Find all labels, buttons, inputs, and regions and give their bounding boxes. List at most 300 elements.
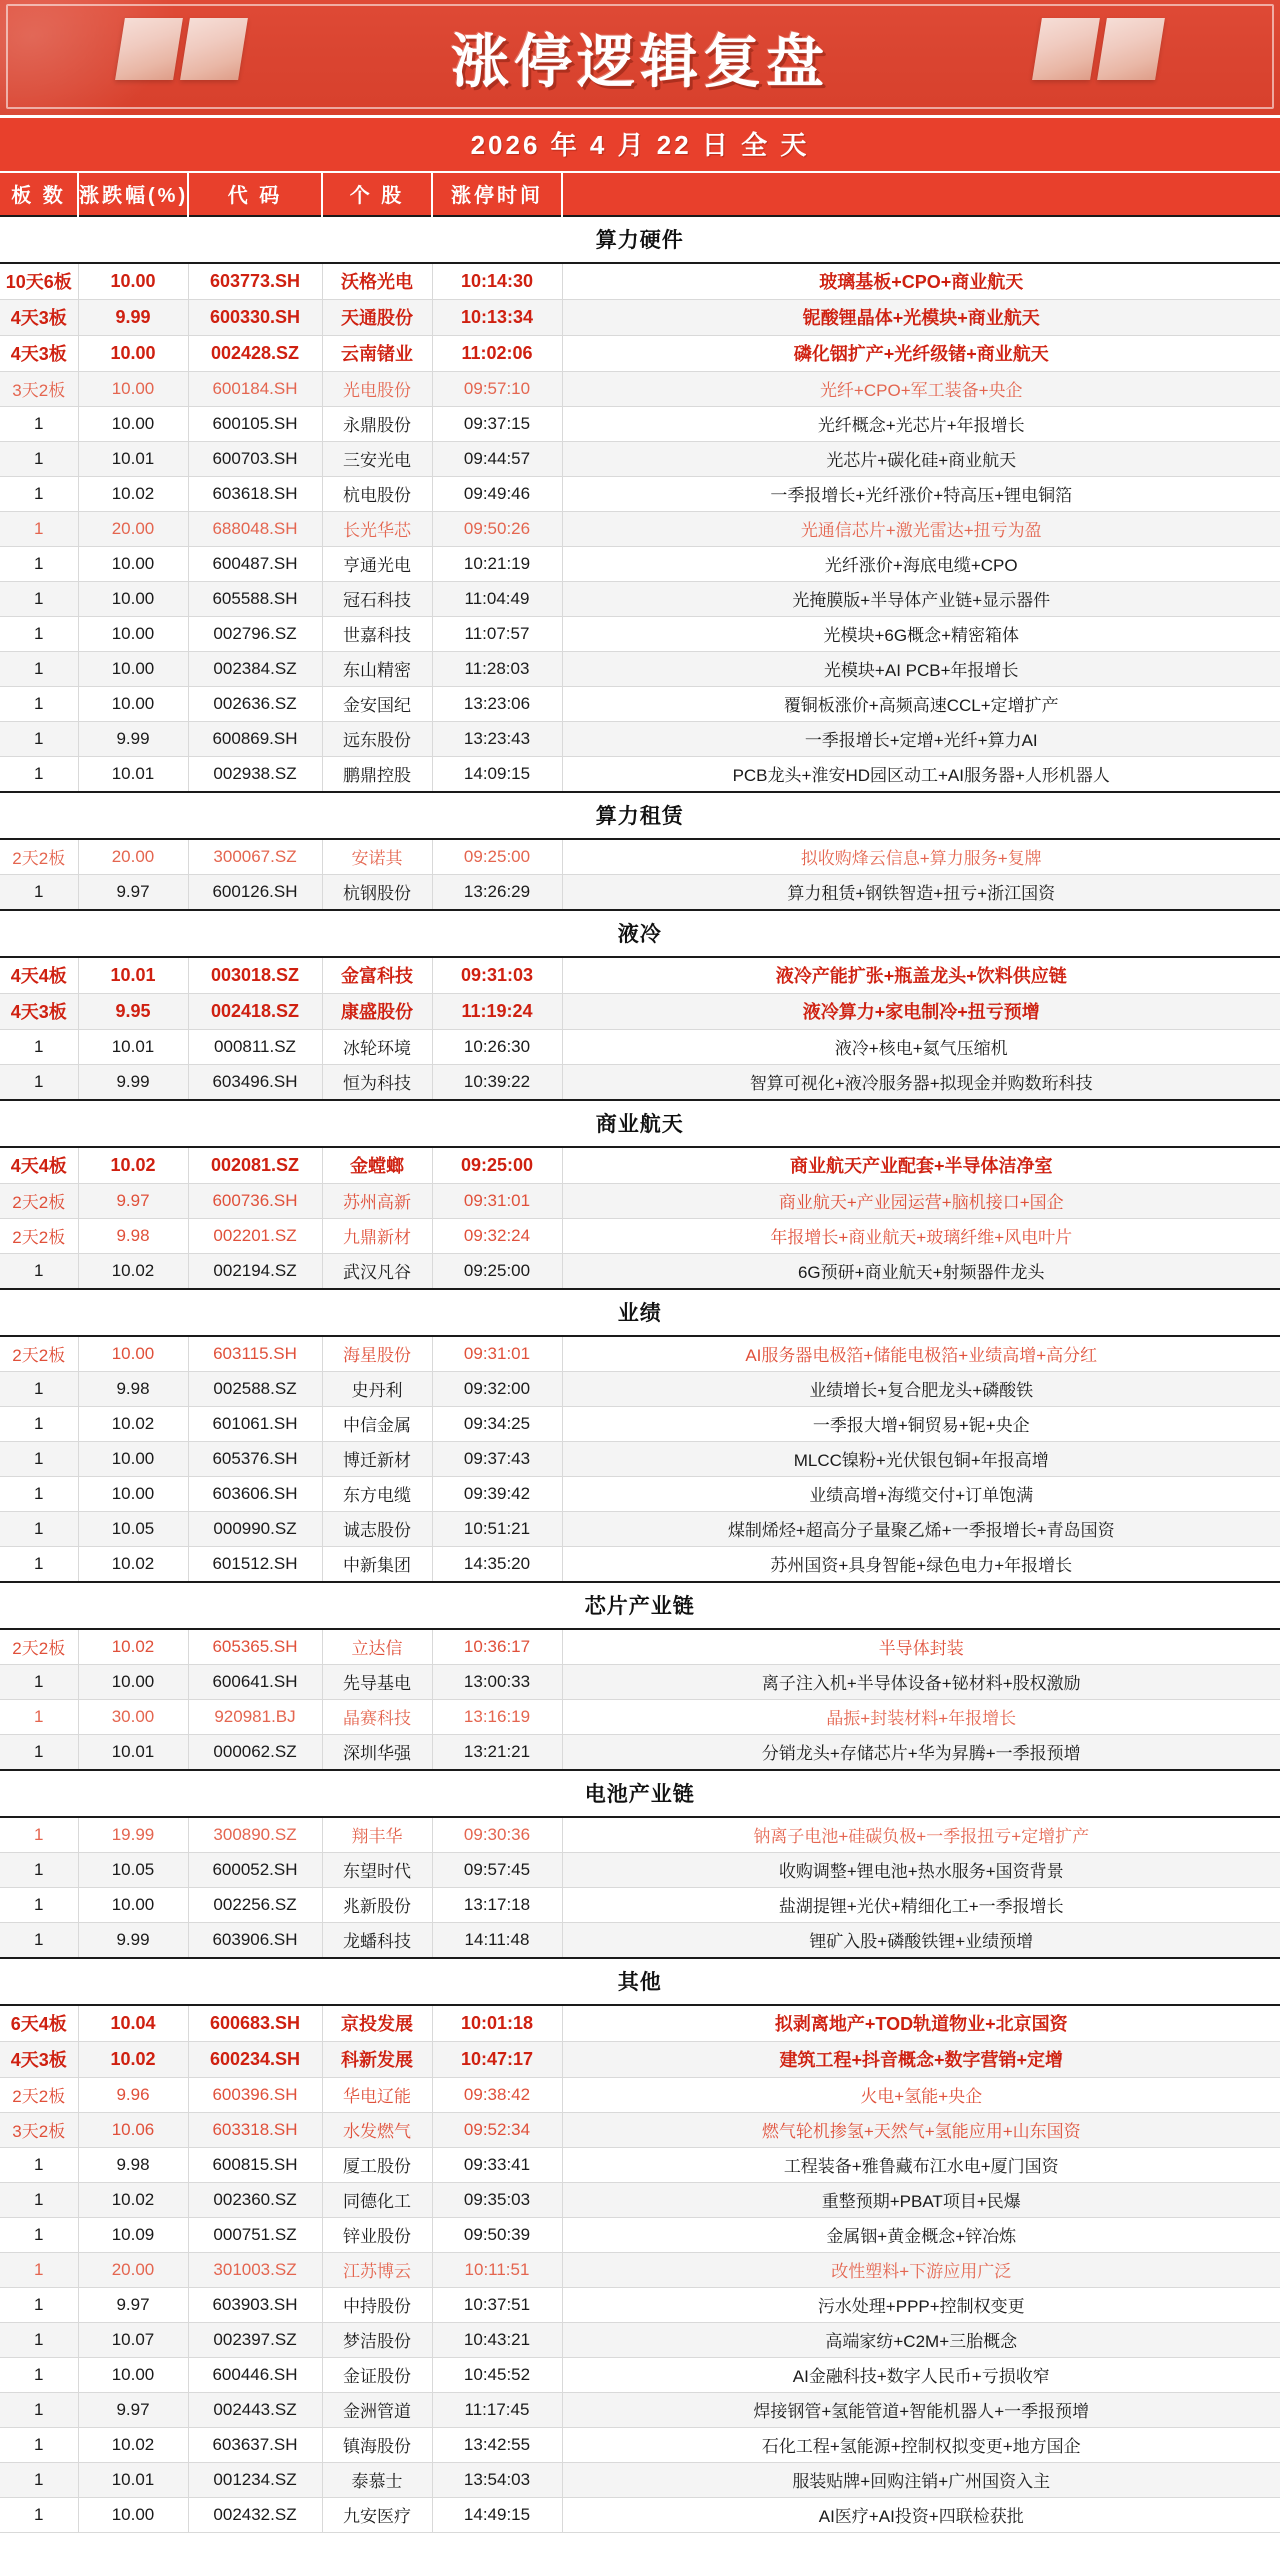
table-row[interactable]	[0, 2218, 1280, 2253]
table-row[interactable]	[0, 687, 1280, 722]
cell-name: 永鼎股份	[322, 407, 432, 442]
cell-tags: 一季报大增+铜贸易+铌+央企	[562, 1407, 1280, 1442]
cell-pct: 9.99	[78, 300, 188, 336]
cell-time: 10:01:18	[432, 2005, 562, 2042]
cell-board: 1	[0, 2323, 78, 2358]
cell-tags: 拟收购烽云信息+算力服务+复牌	[562, 839, 1280, 875]
cell-board: 1	[0, 1512, 78, 1547]
cell-tags: 高端家纺+C2M+三胎概念	[562, 2323, 1280, 2358]
cell-name: 金安国纪	[322, 687, 432, 722]
cell-board: 3天2板	[0, 372, 78, 407]
table-row[interactable]	[0, 1853, 1280, 1888]
table-row[interactable]	[0, 1184, 1280, 1219]
cell-tags: 晶振+封装材料+年报增长	[562, 1700, 1280, 1735]
column-header-name: 个 股	[322, 173, 432, 216]
cell-time: 09:57:10	[432, 372, 562, 407]
cell-board: 2天2板	[0, 1336, 78, 1372]
table-row[interactable]	[0, 2288, 1280, 2323]
cell-tags: 离子注入机+半导体设备+铋材料+股权激励	[562, 1665, 1280, 1700]
table-row[interactable]	[0, 652, 1280, 687]
cell-board: 1	[0, 1735, 78, 1771]
cell-name: 科新发展	[322, 2042, 432, 2078]
cell-pct: 9.99	[78, 1065, 188, 1101]
cell-board: 1	[0, 687, 78, 722]
cell-code: 002081.SZ	[188, 1147, 322, 1184]
cell-tags: AI服务器电极箔+储能电极箔+业绩高增+高分红	[562, 1336, 1280, 1372]
cell-tags: MLCC镍粉+光伏银包铜+年报高增	[562, 1442, 1280, 1477]
column-header-tags	[562, 173, 1280, 216]
cell-time: 11:19:24	[432, 994, 562, 1030]
cell-time: 09:30:36	[432, 1817, 562, 1853]
cell-tags: 拟剥离地产+TOD轨道物业+北京国资	[562, 2005, 1280, 2042]
cell-tags: 玻璃基板+CPO+商业航天	[562, 263, 1280, 300]
cell-pct: 10.00	[78, 1665, 188, 1700]
section-header-row	[0, 1289, 1280, 1336]
table-row[interactable]	[0, 2183, 1280, 2218]
cell-time: 09:25:00	[432, 1254, 562, 1290]
cell-code: 600487.SH	[188, 547, 322, 582]
section-header-row	[0, 792, 1280, 839]
cell-pct: 10.00	[78, 582, 188, 617]
table-row[interactable]	[0, 2253, 1280, 2288]
cell-pct: 9.98	[78, 1372, 188, 1407]
cell-code: 603115.SH	[188, 1336, 322, 1372]
cell-time: 10:45:52	[432, 2358, 562, 2393]
banner	[0, 0, 1280, 118]
cell-tags: 改性塑料+下游应用广泛	[562, 2253, 1280, 2288]
cell-time: 09:32:24	[432, 1219, 562, 1254]
cell-code: 603618.SH	[188, 477, 322, 512]
cell-board: 1	[0, 1665, 78, 1700]
table-row[interactable]	[0, 2498, 1280, 2533]
table-row[interactable]	[0, 2358, 1280, 2393]
table-row[interactable]	[0, 582, 1280, 617]
cell-time: 10:11:51	[432, 2253, 562, 2288]
table-row[interactable]	[0, 1512, 1280, 1547]
column-header-pct: 涨跌幅(%)	[78, 173, 188, 216]
cell-pct: 10.00	[78, 617, 188, 652]
cell-pct: 10.02	[78, 2042, 188, 2078]
cell-tags: 光纤+CPO+军工装备+央企	[562, 372, 1280, 407]
section-header-row	[0, 1100, 1280, 1147]
cell-board: 2天2板	[0, 1184, 78, 1219]
cell-code: 600105.SH	[188, 407, 322, 442]
table-row[interactable]	[0, 1735, 1280, 1771]
table-row[interactable]	[0, 1477, 1280, 1512]
cell-tags: 光掩膜版+半导体产业链+显示器件	[562, 582, 1280, 617]
cell-name: 亨通光电	[322, 547, 432, 582]
cell-tags: 光纤涨价+海底电缆+CPO	[562, 547, 1280, 582]
cell-time: 14:35:20	[432, 1547, 562, 1583]
cell-code: 600234.SH	[188, 2042, 322, 2078]
table-row[interactable]	[0, 1817, 1280, 1853]
cell-name: 海星股份	[322, 1336, 432, 1372]
cell-board: 1	[0, 2358, 78, 2393]
cell-board: 1	[0, 2463, 78, 2498]
table-row[interactable]	[0, 512, 1280, 547]
cell-tags: 液冷+核电+氦气压缩机	[562, 1030, 1280, 1065]
table-row[interactable]	[0, 1030, 1280, 1065]
cell-name: 东方电缆	[322, 1477, 432, 1512]
cell-pct: 10.00	[78, 1477, 188, 1512]
section-header-row	[0, 1958, 1280, 2005]
cell-tags: 苏州国资+具身智能+绿色电力+年报增长	[562, 1547, 1280, 1583]
cell-name: 九鼎新材	[322, 1219, 432, 1254]
cell-tags: 算力租赁+钢铁智造+扭亏+浙江国资	[562, 875, 1280, 911]
cell-name: 同德化工	[322, 2183, 432, 2218]
cell-pct: 10.00	[78, 372, 188, 407]
cell-name: 冰轮环境	[322, 1030, 432, 1065]
cell-time: 13:00:33	[432, 1665, 562, 1700]
section-header-row	[0, 910, 1280, 957]
cell-time: 09:50:39	[432, 2218, 562, 2253]
cell-tags: 光模块+AI PCB+年报增长	[562, 652, 1280, 687]
cell-time: 09:38:42	[432, 2078, 562, 2113]
cell-pct: 9.95	[78, 994, 188, 1030]
cell-name: 安诺其	[322, 839, 432, 875]
cell-name: 史丹利	[322, 1372, 432, 1407]
cell-time: 09:37:15	[432, 407, 562, 442]
cell-name: 金螳螂	[322, 1147, 432, 1184]
cell-code: 603318.SH	[188, 2113, 322, 2148]
cell-tags: 石化工程+氢能源+控制权拟变更+地方国企	[562, 2428, 1280, 2463]
cell-name: 翔丰华	[322, 1817, 432, 1853]
section-title: 芯片产业链	[0, 1582, 1280, 1629]
cell-pct: 9.97	[78, 2393, 188, 2428]
cell-name: 中信金属	[322, 1407, 432, 1442]
cell-name: 东山精密	[322, 652, 432, 687]
table-row[interactable]	[0, 2042, 1280, 2078]
cell-code: 600736.SH	[188, 1184, 322, 1219]
cell-board: 1	[0, 757, 78, 793]
cell-pct: 20.00	[78, 2253, 188, 2288]
cell-board: 2天2板	[0, 2078, 78, 2113]
cell-tags: 光芯片+碳化硅+商业航天	[562, 442, 1280, 477]
table-row[interactable]	[0, 1147, 1280, 1184]
column-header-code: 代 码	[188, 173, 322, 216]
cell-pct: 9.96	[78, 2078, 188, 2113]
cell-pct: 10.00	[78, 2498, 188, 2533]
table-row[interactable]	[0, 1888, 1280, 1923]
table-row[interactable]	[0, 2463, 1280, 2498]
cell-time: 09:49:46	[432, 477, 562, 512]
cell-pct: 10.00	[78, 1888, 188, 1923]
cell-code: 003018.SZ	[188, 957, 322, 994]
cell-tags: 液冷产能扩张+瓶盖龙头+饮料供应链	[562, 957, 1280, 994]
limit-up-table	[0, 173, 1280, 2533]
cell-code: 600126.SH	[188, 875, 322, 911]
cell-name: 天通股份	[322, 300, 432, 336]
section-title: 业绩	[0, 1289, 1280, 1336]
cell-tags: 污水处理+PPP+控制权变更	[562, 2288, 1280, 2323]
cell-pct: 10.02	[78, 1629, 188, 1665]
cell-pct: 10.02	[78, 477, 188, 512]
cell-board: 3天2板	[0, 2113, 78, 2148]
table-row[interactable]	[0, 1372, 1280, 1407]
table-row[interactable]	[0, 1442, 1280, 1477]
cell-tags: 燃气轮机掺氢+天然气+氢能应用+山东国资	[562, 2113, 1280, 2148]
cell-pct: 10.02	[78, 2183, 188, 2218]
table-row[interactable]	[0, 336, 1280, 372]
cell-name: 中持股份	[322, 2288, 432, 2323]
table-row[interactable]	[0, 1219, 1280, 1254]
cell-pct: 9.98	[78, 2148, 188, 2183]
cell-time: 14:09:15	[432, 757, 562, 793]
table-row[interactable]	[0, 2148, 1280, 2183]
cell-tags: 覆铜板涨价+高频高速CCL+定增扩产	[562, 687, 1280, 722]
cell-name: 金证股份	[322, 2358, 432, 2393]
cell-code: 605365.SH	[188, 1629, 322, 1665]
cell-name: 江苏博云	[322, 2253, 432, 2288]
table-row[interactable]	[0, 372, 1280, 407]
cell-code: 000811.SZ	[188, 1030, 322, 1065]
cell-board: 1	[0, 2498, 78, 2533]
cell-time: 10:51:21	[432, 1512, 562, 1547]
table-row[interactable]	[0, 1923, 1280, 1959]
cell-tags: 铌酸锂晶体+光模块+商业航天	[562, 300, 1280, 336]
cell-pct: 10.02	[78, 1147, 188, 1184]
cell-code: 002938.SZ	[188, 757, 322, 793]
footer-watermark	[0, 2533, 1280, 2553]
table-row[interactable]	[0, 263, 1280, 300]
cell-tags: 磷化铟扩产+光纤级锗+商业航天	[562, 336, 1280, 372]
cell-board: 1	[0, 1442, 78, 1477]
cell-board: 4天3板	[0, 300, 78, 336]
cell-pct: 10.06	[78, 2113, 188, 2148]
cell-tags: 业绩高增+海缆交付+订单饱满	[562, 1477, 1280, 1512]
table-row[interactable]	[0, 1665, 1280, 1700]
cell-time: 10:37:51	[432, 2288, 562, 2323]
cell-board: 1	[0, 1065, 78, 1101]
cell-name: 华电辽能	[322, 2078, 432, 2113]
cell-board: 1	[0, 2428, 78, 2463]
cell-pct: 10.01	[78, 2463, 188, 2498]
table-row[interactable]	[0, 957, 1280, 994]
cell-name: 先导基电	[322, 1665, 432, 1700]
cell-name: 厦工股份	[322, 2148, 432, 2183]
table-row[interactable]	[0, 617, 1280, 652]
cell-tags: 一季报增长+光纤涨价+特高压+锂电铜箔	[562, 477, 1280, 512]
cell-tags: 业绩增长+复合肥龙头+磷酸铁	[562, 1372, 1280, 1407]
cell-code: 920981.BJ	[188, 1700, 322, 1735]
cell-pct: 10.09	[78, 2218, 188, 2253]
table-row[interactable]	[0, 547, 1280, 582]
cell-name: 水发燃气	[322, 2113, 432, 2148]
cell-tags: PCB龙头+淮安HD园区动工+AI服务器+人形机器人	[562, 757, 1280, 793]
cell-code: 002796.SZ	[188, 617, 322, 652]
cell-code: 002384.SZ	[188, 652, 322, 687]
cell-tags: 商业航天产业配套+半导体洁净室	[562, 1147, 1280, 1184]
table-row[interactable]	[0, 1547, 1280, 1583]
cell-tags: 煤制烯烃+超高分子量聚乙烯+一季报增长+青岛国资	[562, 1512, 1280, 1547]
section-title: 电池产业链	[0, 1770, 1280, 1817]
cell-name: 冠石科技	[322, 582, 432, 617]
cell-time: 13:23:06	[432, 687, 562, 722]
cell-name: 鹏鼎控股	[322, 757, 432, 793]
cell-pct: 20.00	[78, 512, 188, 547]
cell-time: 13:54:03	[432, 2463, 562, 2498]
cell-time: 11:04:49	[432, 582, 562, 617]
cell-board: 4天3板	[0, 2042, 78, 2078]
cell-time: 09:52:34	[432, 2113, 562, 2148]
cell-name: 东望时代	[322, 1853, 432, 1888]
cell-time: 11:02:06	[432, 336, 562, 372]
cell-pct: 10.00	[78, 336, 188, 372]
table-row[interactable]	[0, 407, 1280, 442]
section-title: 算力租赁	[0, 792, 1280, 839]
section-title: 液冷	[0, 910, 1280, 957]
cell-tags: 液冷算力+家电制冷+扭亏预增	[562, 994, 1280, 1030]
cell-time: 09:57:45	[432, 1853, 562, 1888]
cell-time: 09:31:01	[432, 1184, 562, 1219]
cell-code: 600396.SH	[188, 2078, 322, 2113]
cell-pct: 10.00	[78, 1336, 188, 1372]
cell-code: 300890.SZ	[188, 1817, 322, 1853]
column-header-time: 涨停时间	[432, 173, 562, 216]
cell-board: 1	[0, 1547, 78, 1583]
table-row[interactable]	[0, 2323, 1280, 2358]
cell-tags: 光模块+6G概念+精密箱体	[562, 617, 1280, 652]
cell-code: 000990.SZ	[188, 1512, 322, 1547]
cell-pct: 9.98	[78, 1219, 188, 1254]
cell-code: 603773.SH	[188, 263, 322, 300]
cell-time: 10:13:34	[432, 300, 562, 336]
cell-code: 601061.SH	[188, 1407, 322, 1442]
table-row[interactable]	[0, 300, 1280, 336]
cell-pct: 10.00	[78, 1442, 188, 1477]
cell-pct: 10.05	[78, 1512, 188, 1547]
table-row[interactable]	[0, 477, 1280, 512]
cell-pct: 10.02	[78, 2428, 188, 2463]
table-row[interactable]	[0, 1629, 1280, 1665]
table-row[interactable]	[0, 994, 1280, 1030]
cell-tags: 分销龙头+存储芯片+华为昇腾+一季报预增	[562, 1735, 1280, 1771]
cell-name: 晶赛科技	[322, 1700, 432, 1735]
cell-name: 诚志股份	[322, 1512, 432, 1547]
table-row[interactable]	[0, 1336, 1280, 1372]
cell-tags: 锂矿入股+磷酸铁锂+业绩预增	[562, 1923, 1280, 1959]
cell-time: 10:47:17	[432, 2042, 562, 2078]
cell-name: 锌业股份	[322, 2218, 432, 2253]
cell-name: 三安光电	[322, 442, 432, 477]
cell-name: 金富科技	[322, 957, 432, 994]
cell-board: 1	[0, 477, 78, 512]
cell-tags: 工程装备+雅鲁藏布江水电+厦门国资	[562, 2148, 1280, 2183]
cell-time: 09:44:57	[432, 442, 562, 477]
cell-code: 600184.SH	[188, 372, 322, 407]
cell-pct: 9.97	[78, 2288, 188, 2323]
table-row[interactable]	[0, 2078, 1280, 2113]
cell-code: 002428.SZ	[188, 336, 322, 372]
cell-code: 301003.SZ	[188, 2253, 322, 2288]
cell-time: 09:39:42	[432, 1477, 562, 1512]
table-row[interactable]	[0, 757, 1280, 793]
cell-board: 1	[0, 875, 78, 911]
cell-time: 13:16:19	[432, 1700, 562, 1735]
cell-tags: AI医疗+AI投资+四联检获批	[562, 2498, 1280, 2533]
cell-board: 1	[0, 442, 78, 477]
section-header-row	[0, 1582, 1280, 1629]
table-row[interactable]	[0, 1065, 1280, 1101]
cell-board: 6天4板	[0, 2005, 78, 2042]
cell-pct: 10.07	[78, 2323, 188, 2358]
cell-board: 1	[0, 1407, 78, 1442]
table-row[interactable]	[0, 2428, 1280, 2463]
cell-board: 1	[0, 617, 78, 652]
table-row[interactable]	[0, 2005, 1280, 2042]
cell-name: 金洲管道	[322, 2393, 432, 2428]
cell-tags: 火电+氢能+央企	[562, 2078, 1280, 2113]
cell-board: 1	[0, 1700, 78, 1735]
cell-name: 泰慕士	[322, 2463, 432, 2498]
cell-pct: 10.04	[78, 2005, 188, 2042]
column-header-board: 板 数	[0, 173, 78, 216]
cell-code: 600330.SH	[188, 300, 322, 336]
cell-time: 09:33:41	[432, 2148, 562, 2183]
cell-tags: AI金融科技+数字人民币+亏损收窄	[562, 2358, 1280, 2393]
cell-board: 10天6板	[0, 263, 78, 300]
cell-pct: 9.99	[78, 1923, 188, 1959]
cell-board: 1	[0, 2183, 78, 2218]
cell-pct: 10.00	[78, 263, 188, 300]
table-row[interactable]	[0, 2393, 1280, 2428]
cell-name: 京投发展	[322, 2005, 432, 2042]
cell-name: 苏州高新	[322, 1184, 432, 1219]
cell-board: 1	[0, 2253, 78, 2288]
cell-time: 11:07:57	[432, 617, 562, 652]
cell-board: 1	[0, 512, 78, 547]
table-row[interactable]	[0, 875, 1280, 911]
cell-code: 605376.SH	[188, 1442, 322, 1477]
table-row[interactable]	[0, 442, 1280, 477]
cell-code: 600446.SH	[188, 2358, 322, 2393]
cell-tags: 商业航天+产业园运营+脑机接口+国企	[562, 1184, 1280, 1219]
cell-tags: 半导体封装	[562, 1629, 1280, 1665]
cell-board: 1	[0, 652, 78, 687]
cell-code: 000751.SZ	[188, 2218, 322, 2253]
cell-code: 603906.SH	[188, 1923, 322, 1959]
cell-board: 2天2板	[0, 1629, 78, 1665]
cell-time: 10:26:30	[432, 1030, 562, 1065]
cell-time: 10:14:30	[432, 263, 562, 300]
table-row[interactable]	[0, 1407, 1280, 1442]
cell-code: 600641.SH	[188, 1665, 322, 1700]
cell-board: 1	[0, 2218, 78, 2253]
cell-time: 11:17:45	[432, 2393, 562, 2428]
cell-board: 1	[0, 1477, 78, 1512]
cell-code: 002201.SZ	[188, 1219, 322, 1254]
cell-name: 兆新股份	[322, 1888, 432, 1923]
table-row[interactable]	[0, 1700, 1280, 1735]
cell-time: 09:25:00	[432, 1147, 562, 1184]
cell-name: 九安医疗	[322, 2498, 432, 2533]
cell-tags: 重整预期+PBAT项目+民爆	[562, 2183, 1280, 2218]
table-row[interactable]	[0, 839, 1280, 875]
header-row	[0, 173, 1280, 216]
table-row[interactable]	[0, 2113, 1280, 2148]
table-row[interactable]	[0, 722, 1280, 757]
cell-code: 002194.SZ	[188, 1254, 322, 1290]
cell-name: 康盛股份	[322, 994, 432, 1030]
cell-name: 杭电股份	[322, 477, 432, 512]
cell-code: 002636.SZ	[188, 687, 322, 722]
cell-time: 09:31:03	[432, 957, 562, 994]
table-row[interactable]	[0, 1254, 1280, 1290]
cell-pct: 19.99	[78, 1817, 188, 1853]
cell-time: 13:42:55	[432, 2428, 562, 2463]
cell-code: 600703.SH	[188, 442, 322, 477]
cell-tags: 建筑工程+抖音概念+数字营销+定增	[562, 2042, 1280, 2078]
